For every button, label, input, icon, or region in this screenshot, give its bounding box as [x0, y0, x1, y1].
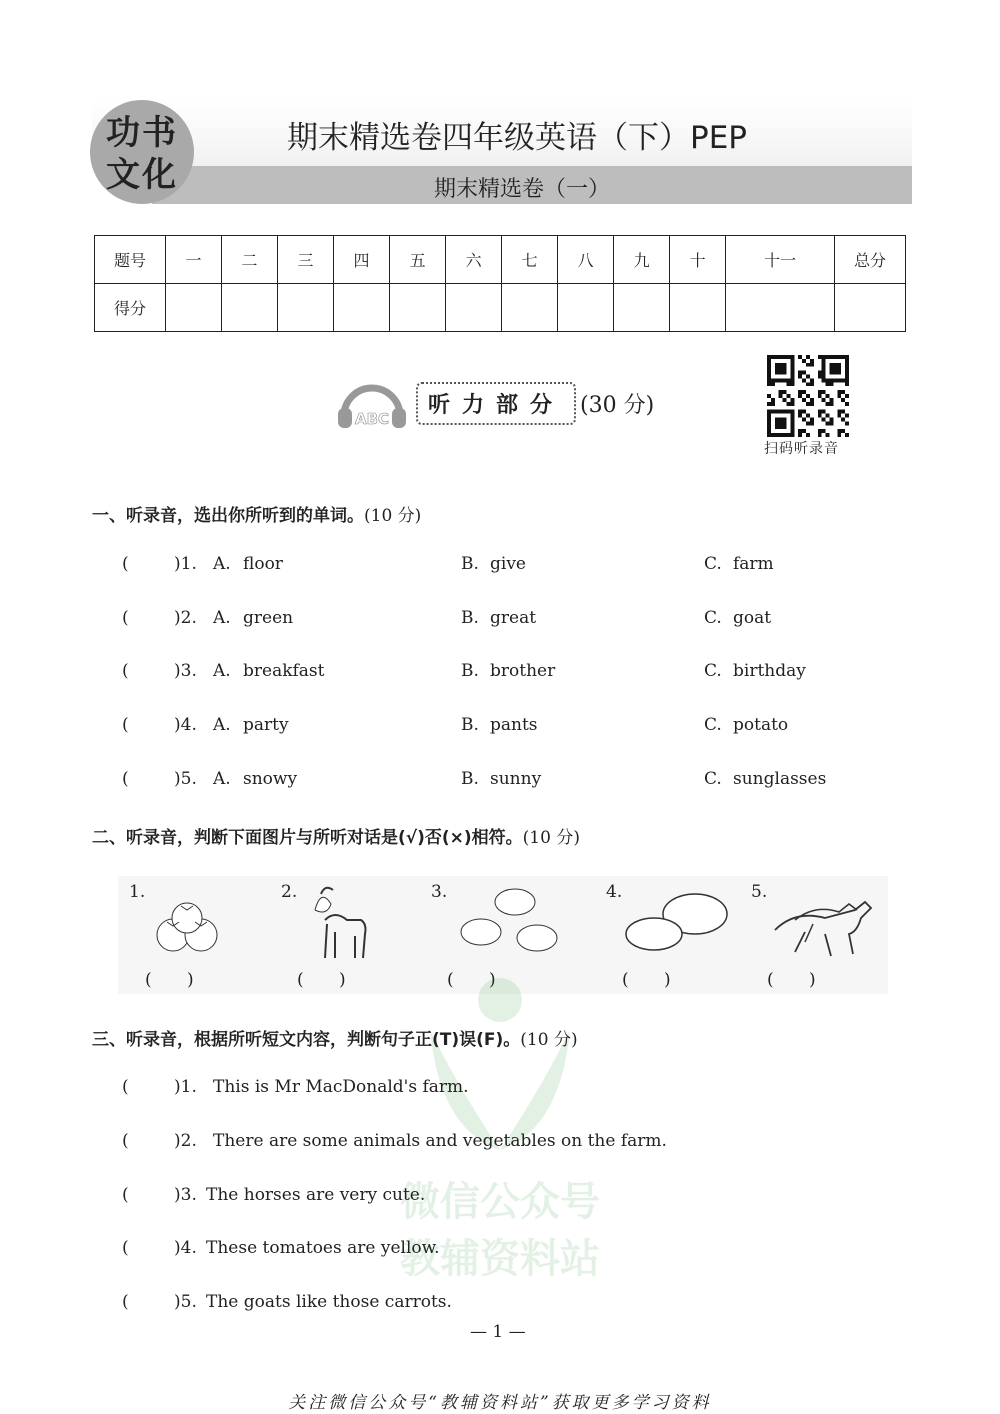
score-header-cell: 九: [614, 236, 670, 284]
picture-number: 3.: [431, 882, 448, 902]
question-number: )4.: [174, 715, 197, 735]
picture-number: 1.: [129, 882, 146, 902]
option-b: sunny: [490, 769, 542, 789]
potatoes-icon: [620, 880, 740, 970]
section2-title: 二、听录音，判断下面图片与所听对话是(√)否(×)相符。(10 分): [92, 828, 580, 848]
statement-number: )5.: [174, 1292, 197, 1312]
answer-blank[interactable]: ( ): [447, 970, 496, 990]
score-input-cell[interactable]: [222, 284, 278, 332]
answer-blank[interactable]: (: [122, 1185, 129, 1205]
question-row: [0, 554, 1000, 578]
score-header-cell: 总分: [835, 236, 906, 284]
answer-blank[interactable]: ( ): [622, 970, 671, 990]
horses-icon: [765, 880, 885, 970]
score-input-cell[interactable]: [278, 284, 334, 332]
question-row: [0, 715, 1000, 739]
option-c: goat: [733, 608, 772, 628]
statement-number: )1.: [174, 1077, 197, 1097]
score-header-cell: 十一: [726, 236, 835, 284]
statement-row: [0, 1292, 1000, 1316]
statement-row: [0, 1077, 1000, 1101]
tomatoes-icon: [143, 880, 263, 970]
answer-blank[interactable]: (: [122, 1131, 129, 1151]
score-input-cell[interactable]: [502, 284, 558, 332]
option-label: B.: [461, 661, 479, 681]
picture-number: 2.: [281, 882, 298, 902]
qr-code-icon: [766, 355, 850, 437]
option-label: B.: [461, 715, 479, 735]
answer-blank[interactable]: (: [122, 1238, 129, 1258]
option-a: snowy: [243, 769, 298, 789]
option-label: A.: [213, 661, 231, 681]
score-input-cell[interactable]: [726, 284, 835, 332]
question-row: [0, 608, 1000, 632]
score-input-cell[interactable]: [166, 284, 222, 332]
option-label: C.: [704, 769, 722, 789]
option-a: floor: [243, 554, 283, 574]
answer-blank[interactable]: ( ): [145, 970, 194, 990]
option-label: A.: [213, 608, 231, 628]
qr-caption: 扫码听录音: [764, 441, 839, 457]
answer-blank[interactable]: (: [122, 769, 129, 789]
listening-label: 听力部分: [416, 382, 576, 425]
page-title: 期末精选卷四年级英语（下）PEP: [287, 120, 747, 156]
score-input-cell[interactable]: [835, 284, 906, 332]
option-label: B.: [461, 769, 479, 789]
picture-strip: [118, 876, 888, 994]
score-header-cell: 题号: [95, 236, 166, 284]
answer-blank[interactable]: (: [122, 608, 129, 628]
answer-blank[interactable]: ( ): [767, 970, 816, 990]
score-input-cell[interactable]: [390, 284, 446, 332]
option-label: B.: [461, 554, 479, 574]
goat-icon: [295, 880, 415, 970]
option-b: brother: [490, 661, 556, 681]
score-input-cell[interactable]: [614, 284, 670, 332]
score-input-cell[interactable]: [446, 284, 502, 332]
statement-row: [0, 1238, 1000, 1262]
score-header-cell: 十: [670, 236, 726, 284]
question-row: [0, 769, 1000, 793]
watermark: 微信公众号 教辅资料站: [360, 960, 640, 1330]
footer-note: 关注微信公众号“教辅资料站”获取更多学习资料: [288, 1393, 712, 1413]
statement-text: The horses are very cute.: [206, 1185, 426, 1205]
option-c: potato: [733, 715, 789, 735]
score-header-cell: 六: [446, 236, 502, 284]
score-row-label: 得分: [95, 284, 166, 332]
picture-item: [123, 876, 263, 994]
statement-text: These tomatoes are yellow.: [206, 1238, 440, 1258]
score-header-cell: 一: [166, 236, 222, 284]
question-number: )2.: [174, 608, 197, 628]
option-c: birthday: [733, 661, 806, 681]
section3-title: 三、听录音，根据所听短文内容，判断句子正(T)误(F)。(10 分): [92, 1030, 578, 1050]
statement-text: The goats like those carrots.: [206, 1292, 452, 1312]
score-table: [94, 235, 906, 332]
picture-number: 4.: [606, 882, 623, 902]
answer-blank[interactable]: (: [122, 715, 129, 735]
option-label: B.: [461, 608, 479, 628]
headphones-icon: [336, 376, 408, 430]
score-header-cell: 七: [502, 236, 558, 284]
page-number: — 1 —: [470, 1322, 526, 1342]
option-a: breakfast: [243, 661, 325, 681]
picture-item: [745, 876, 885, 994]
question-number: )3.: [174, 661, 197, 681]
option-label: C.: [704, 554, 722, 574]
option-label: C.: [704, 715, 722, 735]
answer-blank[interactable]: (: [122, 1077, 129, 1097]
question-number: )5.: [174, 769, 197, 789]
option-a: party: [243, 715, 289, 735]
publisher-logo: 功书 文化: [90, 100, 194, 204]
statement-number: )4.: [174, 1238, 197, 1258]
picture-number: 5.: [751, 882, 768, 902]
svg-text:ABC: ABC: [354, 410, 390, 428]
section1-title: 一、听录音，选出你所听到的单词。(10 分): [92, 506, 422, 526]
statement-number: )3.: [174, 1185, 197, 1205]
answer-blank[interactable]: ( ): [297, 970, 346, 990]
picture-item: [275, 876, 415, 994]
score-input-cell[interactable]: [334, 284, 390, 332]
option-b: great: [490, 608, 537, 628]
statement-text: This is Mr MacDonald's farm.: [213, 1077, 469, 1097]
option-label: C.: [704, 608, 722, 628]
score-header-cell: 八: [558, 236, 614, 284]
page-subtitle: 期末精选卷（一）: [434, 177, 611, 202]
statement-text: There are some animals and vegetables on the farm.: [213, 1131, 667, 1151]
answer-blank[interactable]: (: [122, 1292, 129, 1312]
score-header-cell: 四: [334, 236, 390, 284]
sheep-icon: [445, 880, 565, 970]
option-label: A.: [213, 554, 231, 574]
score-input-cell[interactable]: [558, 284, 614, 332]
option-b: pants: [490, 715, 538, 735]
score-header-cell: 三: [278, 236, 334, 284]
score-header-cell: 二: [222, 236, 278, 284]
score-header-cell: 五: [390, 236, 446, 284]
listening-points: (30 分): [580, 392, 655, 418]
option-b: give: [490, 554, 526, 574]
picture-item: [600, 876, 740, 994]
option-label: A.: [213, 715, 231, 735]
answer-blank[interactable]: (: [122, 661, 129, 681]
answer-blank[interactable]: (: [122, 554, 129, 574]
option-label: C.: [704, 661, 722, 681]
option-c: farm: [733, 554, 774, 574]
statement-row: [0, 1131, 1000, 1155]
listening-header: [336, 375, 654, 431]
option-label: A.: [213, 769, 231, 789]
score-input-cell[interactable]: [670, 284, 726, 332]
header-banner: [92, 100, 912, 206]
question-row: [0, 661, 1000, 685]
statement-number: )2.: [174, 1131, 197, 1151]
statement-row: [0, 1185, 1000, 1209]
option-c: sunglasses: [733, 769, 827, 789]
picture-item: [425, 876, 565, 994]
question-number: )1.: [174, 554, 197, 574]
option-a: green: [243, 608, 294, 628]
